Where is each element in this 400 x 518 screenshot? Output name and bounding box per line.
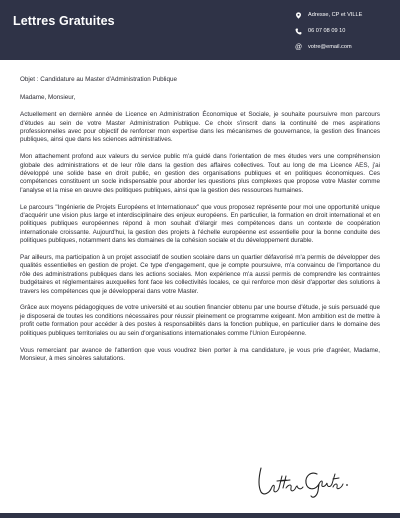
location-pin-icon	[295, 12, 302, 19]
letter-body	[20, 76, 380, 372]
phone-icon	[295, 28, 302, 35]
address-text: Adresse, CP et VILLE	[308, 12, 363, 18]
contact-phone	[295, 23, 362, 39]
brand-title: Lettres Gratuites	[13, 14, 115, 28]
paragraph-1: Actuellement en dernière année de Licence en Administration Économique et Sociale, je souhaite poursuivre mon parcours d'études au sein de votre Master Administration Publique. Ce choix s'inscrit dans la continuité de mes aspirations professionnelles avec pour objectif de renforcer mon expertise dans les mécanismes de gouvernance, la gestion des finances publiques, ainsi que dans les sciences administratives.	[20, 111, 380, 144]
footer-bar	[0, 513, 400, 518]
header-bar	[0, 0, 400, 60]
contact-email	[295, 39, 362, 55]
paragraph-5: Grâce aux moyens pédagogiques de votre université et au soutien financier obtenu par une bourse d'étude, je suis persuadé que je disposerai de toutes les conditions nécessaires pour réussir pleinement ce programme exigeant. Mon ambition est de mettre à profit cette formation pour accéder à des postes à responsabilités dans la fonction publique, en particulier dans le domaine des politiques publiques territoriales ou au sein d'organisations internationales comme l'Union Européenne.	[20, 304, 380, 337]
contact-address	[295, 7, 362, 23]
letter-subject: Objet : Candidature au Master d'Administration Publique	[20, 76, 177, 83]
phone-text: 06 07 08 09 10	[308, 28, 346, 34]
paragraph-4: Par ailleurs, ma participation à un projet associatif de soutien scolaire dans un quartier défavorisé m'a permis de développer des qualités essentielles en gestion de projet. Ce type d'engagement, que je compte poursuivre, m'a convaincu de l'importance du rôle des administrations publiques dans les actions sociales. Mon expérience m'a aussi permis de comprendre les contraintes budgétaires et réglementaires auxquelles font face les collectivités locales, ce qui renforce mon désir d'apporter des solutions à travers les compétences que je développerai dans votre Master.	[20, 254, 380, 295]
at-icon: @	[295, 43, 303, 51]
paragraph-2: Mon attachement profond aux valeurs du service public m'a guidé dans l'orientation de mes études vers une compréhension globale des administrations et de leur rôle dans la gestion des affaires collectives. Tout au long de ma Licence AES, j'ai développé une solide base en droit public, en gestion des organisations publiques et en politiques économiques. Ces compétences constituent un socle indispensable pour aborder les questions plus complexes que propose votre Master comme l'analyse et la mise en œuvre des politiques publiques, ainsi que la gestion des ressources humaines.	[20, 153, 380, 194]
paragraph-3: Le parcours "Ingénierie de Projets Européens et Internationaux" que vous proposez représente pour moi une opportunité unique d'acquérir une vision plus large et interdisciplinaire des enjeux européens. En particulier, la formation en droit international et en politiques publiques européennes répond à mon souhait d'élargir mes compétences dans un contexte de coopération internationale croissante. Aujourd'hui, la gestion des projets à l'échelle européenne est essentielle pour la bonne conduite des politiques publiques, notamment dans les domaines de la cohésion sociale et du développement durable.	[20, 203, 380, 245]
email-text: votre@email.com	[308, 44, 352, 50]
paragraph-closing: Vous remerciant par avance de l'attention que vous voudrez bien porter à ma candidature, je vous prie d'agréer, Madame, Monsieur, à mes sincères salutations.	[20, 346, 380, 362]
contact-block	[295, 7, 362, 55]
letter-greeting: Madame, Monsieur,	[20, 94, 76, 102]
handwritten-signature	[255, 462, 355, 500]
